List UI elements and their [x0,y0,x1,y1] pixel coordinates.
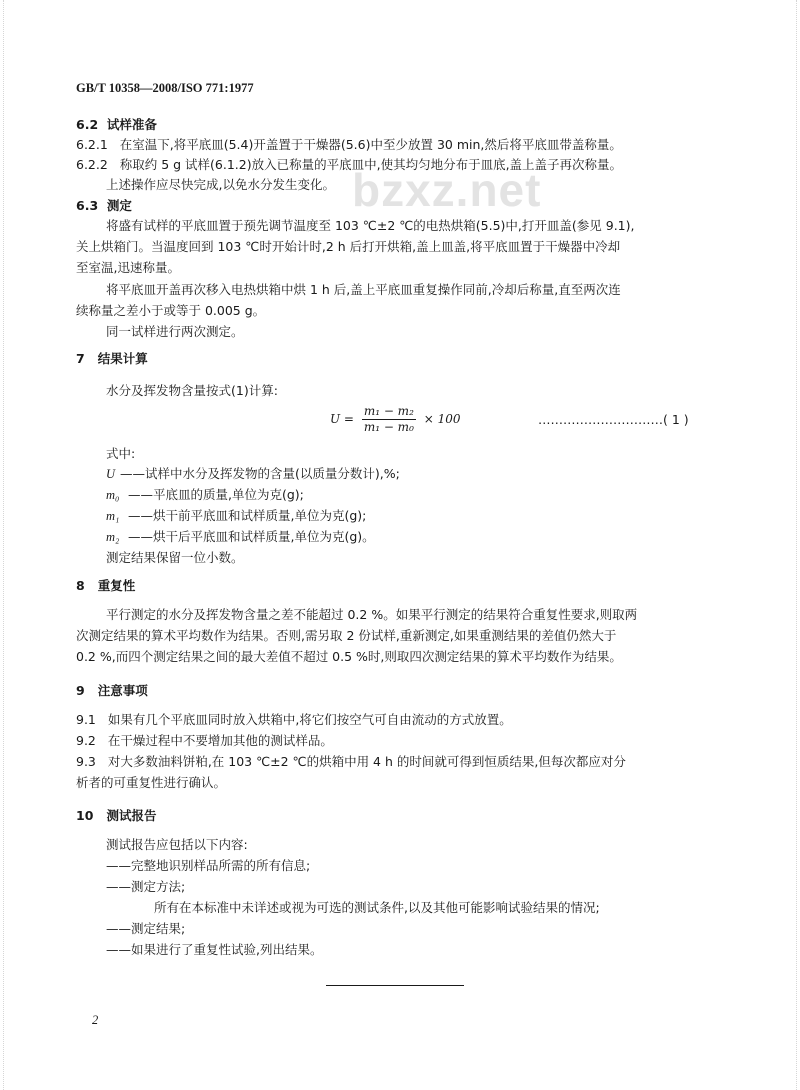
definition-text: ——烘干前平底皿和试样质量,单位为克(g); [128,508,367,523]
paragraph-line: 关上烘箱门。当温度回到 103 ℃时开始计时,2 h 后打开烘箱,盖上皿盖,将平底皿置于干燥器中冷却 [76,239,621,254]
formula-lhs: U = [330,412,354,426]
section-number: 7 [76,351,85,366]
report-item: ——测定结果; [106,921,186,936]
scan-edge-left [3,0,4,1090]
where-label: 式中: [106,446,136,461]
clause-6-2-2 [76,157,622,173]
section-number: 8 [76,578,85,593]
definition-m0 [106,487,304,503]
section-title: 测定 [106,198,132,213]
report-intro: 测试报告应包括以下内容: [106,837,248,852]
clause-text: 在干燥过程中不要增加其他的测试样品。 [107,733,333,748]
clause-6-2-1 [76,137,622,153]
clause-6-2-note: 上述操作应尽快完成,以免水分发生变化。 [106,177,335,192]
formula-denominator: m₁ − m₀ [363,420,414,434]
clause-number: 9.3 [76,754,96,769]
definition-text: ——烘干后平底皿和试样质量,单位为克(g)。 [128,529,375,544]
definition-text: ——试样中水分及挥发物的含量(以质量分数计),%; [120,466,400,481]
formula-numerator: m₁ − m₂ [363,404,414,418]
section-6-2-heading [76,117,157,133]
section-title: 试样准备 [106,117,157,132]
scan-edge-right [796,0,797,1090]
definition-symbol: m₁ [106,509,120,523]
clause-text: 如果有几个平底皿同时放入烘箱中,将它们按空气可自由流动的方式放置。 [107,712,512,727]
section-7-heading [76,351,148,367]
paragraph-line: 0.2 %,而四个测定结果之间的最大差值不超过 0.5 %时,则取四次测定结果的算术平均数作为结果。 [76,649,622,664]
clause-9-3-cont: 析者的可重复性进行确认。 [76,775,227,790]
paragraph-line: 至室温,迅速称量。 [76,260,180,275]
section-title: 注意事项 [97,683,148,698]
definition-u [106,466,400,482]
section-9-heading [76,683,148,699]
section-title: 结果计算 [97,351,148,366]
section-8-heading [76,578,135,594]
paragraph-line: 同一试样进行两次测定。 [106,324,244,339]
document-header: GB/T 10358—2008/ISO 771:1977 [76,81,254,95]
section-number: 6.3 [76,198,99,213]
definition-text: ——平底皿的质量,单位为克(g); [128,487,304,502]
paragraph-line: 次测定结果的算术平均数作为结果。否则,需另取 2 份试样,重新测定,如果重测结果的差值仍然大于 [76,628,617,643]
clause-number: 6.2.1 [76,137,108,152]
definition-m2 [106,529,375,545]
definition-symbol: m₂ [106,530,120,544]
section-number: 10 [76,808,94,823]
section-title: 重复性 [97,578,136,593]
clause-9-2 [76,733,333,749]
section-number: 9 [76,683,85,698]
rounding-note: 测定结果保留一位小数。 [106,550,244,565]
report-item: 所有在本标准中未详述或视为可选的测试条件,以及其他可能影响试验结果的情况; [154,900,600,915]
paragraph-line: 将平底皿开盖再次移入电热烘箱中烘 1 h 后,盖上平底皿重复操作同前,冷却后称量,直至两次连 [106,282,621,297]
page-number: 2 [92,1013,99,1027]
clause-text: 对大多数油料饼粕,在 103 ℃±2 ℃的烘箱中用 4 h 的时间就可得到恒质结果,但每次都应对分 [107,754,626,769]
formula-intro: 水分及挥发物含量按式(1)计算: [106,383,278,398]
clause-9-1 [76,712,512,728]
definition-m1 [106,508,366,524]
report-item: ——完整地识别样品所需的所有信息; [106,858,311,873]
formula-rhs: × 100 [423,412,461,426]
formula-fraction [362,404,416,435]
equation-number: …………………………( 1 ) [538,412,689,427]
section-10-heading [76,808,156,824]
paragraph-line: 将盛有试样的平底皿置于预先调节温度至 103 ℃±2 ℃的电热烘箱(5.5)中,打开皿盖(参见 9.1), [106,218,635,233]
report-item: ——测定方法; [106,879,186,894]
clause-number: 6.2.2 [76,157,108,172]
definition-symbol: U [106,467,116,481]
clause-text: 在室温下,将平底皿(5.4)开盖置于干燥器(5.6)中至少放置 30 min,然后将平底皿带盖称量。 [119,137,622,152]
formula-1 [330,404,460,435]
section-number: 6.2 [76,117,99,132]
paragraph-line: 续称量之差小于或等于 0.005 g。 [76,303,266,318]
clause-9-3 [76,754,626,770]
section-6-3-heading [76,198,132,214]
paragraph-line: 平行测定的水分及挥发物含量之差不能超过 0.2 %。如果平行测定的结果符合重复性要求,则取两 [106,607,638,622]
clause-text: 称取约 5 g 试样(6.1.2)放入已称量的平底皿中,使其均匀地分布于皿底,盖上盖子再次称量。 [119,157,623,172]
clause-number: 9.1 [76,712,96,727]
report-item: ——如果进行了重复性试验,列出结果。 [106,942,323,957]
clause-number: 9.2 [76,733,96,748]
definition-symbol: m₀ [106,488,120,502]
section-title: 测试报告 [106,808,157,823]
end-rule [326,985,464,986]
watermark: bzxz.net [352,164,542,216]
